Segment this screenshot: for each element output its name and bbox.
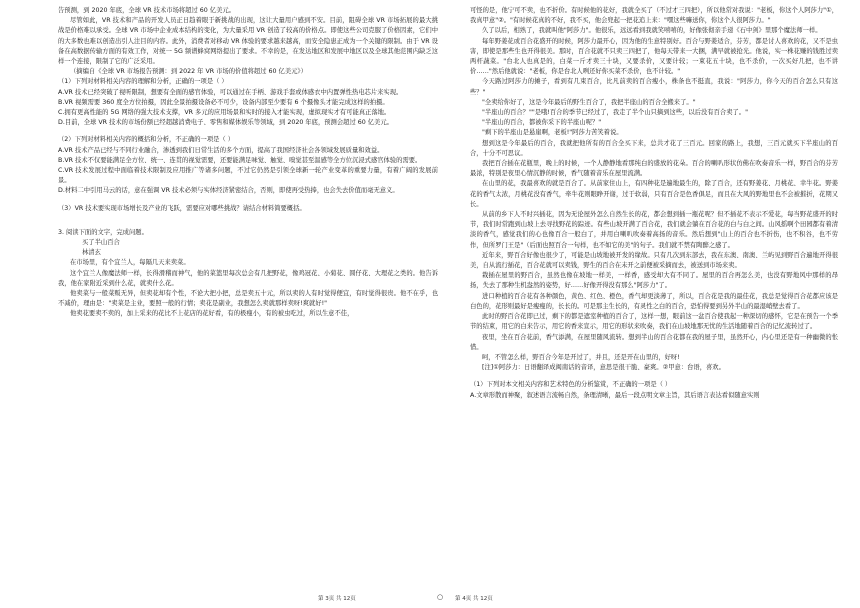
spacer <box>58 128 438 135</box>
question-line: A.VR 技术已经突破了视听限制，想要有全面的感官体验，可以通过在手柄、游戏手套或体感衣中内置弹性热电芯片来实现。 <box>58 88 403 96</box>
paragraph: 可怪的是，他宁可不卖，也不折价。有时候他的花好，我就全买了（不过才三四把），所以他常对我说："老板，你这个人阿莎力"①，我真甲意"②。"有时候花真的不好，我不买，他会兜起一把花追上来："嘿这些嘛送你，你这个人很阿莎力。" <box>470 7 838 25</box>
paragraph: 在市场里，有个宜兰人，每隔几天来卖菜。 <box>70 259 190 267</box>
paragraph: 此时的野百合花即已过，剩下的都是遮室种植的百合了，这样一想，眼前这一盆百合使我起一种深切的感怀，它是在预告一个季节的结束，用它的白来告示，用它的香来宣示，用它的形状来吹奏，我们在山坡地那无忧的生活地随着百合的记忆流转过了。 <box>470 313 838 331</box>
paragraph: 在山里的花，我最喜欢的就是百合了。从前家住山上，有四种花是遍地最生的，除了百合，还有野姜花、月桃花、幸牛花。野姜花的香气太浓，月桃花没有香气，牵牛花则眼睁开谢，过于软弱，只有百合是色香俱足，而且在大风的野地里也不会被摧折，花期又长。 <box>470 180 838 208</box>
paragraph: 这个宜兰人像魔法师一样，长得滑稽而神气，他的菜篮里每次总会有几把野花，像鸡冠花、小菊花、圆仔花、大理花之类的。他告诉我，他在家附近采到什么花，就卖什么花。 <box>58 269 438 287</box>
left-column <box>58 6 438 586</box>
question-line: B.VR 视频需要 360 度全方位拍摄，因此全景拍摄设备必不可少，设备内部至少要有 6 个摄像头才能完成这样的拍摄。 <box>58 98 389 106</box>
paragraph: 今天路过阿莎力的摊子，看到有几束百合，比凡前卖的百合瘦小，株条也不挺直，我说："阿莎力，你今天的百合怎么只有这些？" <box>470 78 838 96</box>
paragraph: 尽管如此，VR 技术和产品的开发人员正日趋着眼于新挑战的出现，这让大量用户感到不安。目前，阻碍全球 VR 市场拓展的最大挑战是价格难以承受。全球 VR 市场中企业成本结构的变化，为大量采用 VR 创造了较高的价格点。即使这些公司克服了价格因素，它们中的大多数也难以创造出引人注目的内容。此外，消费者对移动 VR 体验的要求越来越高，而安全隐患正成为一个关键的限制。由于 VR 设备在高数据传输方面的有效工作，对统一 5G 频谱蜂窝网络提出了要求。不幸的是，在发达地区和发展中地区以及全球其他范围内缺乏这样一个连接，限制了它的广泛采用。 <box>58 17 438 66</box>
spacer <box>470 373 838 380</box>
paragraph: "全卖给你好了，这是今年最后的野生百合了，我把半座山的百合全搬来了。" <box>482 98 696 106</box>
question-line: C.VR 技术发展过程中面临着技术限制及应用推广等诸多问题，不过它仍然是引领全球新一轮产业变革的重要力量，有着广阔的发展前景。 <box>58 167 438 185</box>
question-line: A.文章形散而神聚，叙述语言流畅自然，条理清晰，最后一段点明文章主旨，其后语言表达看似随意实则 <box>470 391 760 399</box>
paragraph: 近年来，野百合好像也很少了，可能是山坡地被开发的缘故。只有几次到东部去，我在东澳、南澳、兰屿见到野百合遍地开得很美，自从流行插花，百合花就可以卖钱，野生的百合在未开之前便被采摘而去，被送到市场来卖。 <box>470 251 838 270</box>
paragraph: 夜里，坐在百合花前，香气添满，在屋里随风流转。想到半山的百合花都在我的屋子里，虽然开心，内心里还是有一种幽微的怅惜。 <box>470 333 838 351</box>
passage-title: 林清玄 <box>82 249 101 257</box>
question-line: D.材料二中引用马云的话，意在强调 VR 技术必须与实体经济紧密结合，否则，即使再受热捧，也会失去价值而毫无意义。 <box>58 187 399 195</box>
spacer <box>58 214 438 221</box>
paragraph: 他卖花要卖不卖的，加上采来的花比不上花店的花好看，有的极瘦小，有的被虫吃过，所以生意不佳， <box>70 310 354 318</box>
paragraph: 从前的乡下人不时兴插花，因为无论屋外怎么自然生长的花，都会想到插一瓶花呢？但不插花不表示不爱花，每当野花盛开的时节，我们时常跑到山坡上去寻找野花的踪迹。有些山坡开满了百合花，我们就会躺在百合花的白与白之间。山风摇啊个田园都有着清淡的香气，感觉我们的心也像百合一般白了，并用白喇叭吹奏着高扬的音乐。然后想到"山上的百合也不折伤，也不积谷，也不劳作，但所罗门王是"（后面也照百合一句样，也不如它的美"的句子。我们就不禁有陶醉之感了。 <box>470 211 838 249</box>
passage-title: 买了半山百合 <box>82 239 120 247</box>
paragraph: "半座山的百合，都被你采下的半座山呢？" <box>482 119 602 127</box>
paragraph: 呵，不管怎么样，野百合今年是开过了，并且，还是开在山里的，好呀! <box>482 353 680 361</box>
paragraph: 他卖菜与一般菜贩无异，但卖花却有个性，不论大把小把，总是卖五十元，所以卖的人有时觉得便宜，有时觉得很贵。他不在乎，也不减价，理由是："卖菜是主业，要照一般的行情；卖花是副业，我想怎么卖就那样卖呀!爽就好!" <box>58 290 438 308</box>
right-page-number: 第 4页 共 12页 <box>455 596 493 602</box>
paragraph: 想到这是今年最后的百合，我就把他所有的百合全买下来，总共才花了三百元。回家的路上，我想，三百元就买下半座山的百合，十分不可思议。 <box>470 139 838 157</box>
spacer <box>58 221 438 228</box>
question-line: （3）VR 技术要实现市场增长及产业的飞跃，需要应对哪些挑战？请结合材料简要概括。 <box>58 204 306 212</box>
right-column <box>470 6 838 586</box>
question-line: A.VR 技术产品已经与不同行业融合，渗透到我们日常生活的多个方面，提高了我国经济社会各领域发展质量和效益。 <box>58 146 384 154</box>
paragraph: 每年野姜花或百合花盛开的时候，阿莎力最开心，因为他的生意特别好。百合与野姜适合，芬芳，都是讨人喜欢的花，又不是虫害，即使是那些生也开得很美。那时，百合花就不只卖三四把了，他每天带来一大捆，满早就被抢光。他说，实一株花赚的钱胜过卖两杆蔬菜。"台北人也真是的，白菜一斤才卖三十块，又要杀价，又要计较；一束花五十块，也不杀价，一次买好几把，也不讲价……"然后他就说："老板，你是台北人咧还好你买菜不杀价，也不计较。" <box>470 37 838 76</box>
paragraph: [注]①阿莎力：日语翻译成闽南话的音译，意思是很干脆、豪爽。②甲意：台语，喜欢。 <box>482 364 725 372</box>
spacer <box>58 197 438 204</box>
paragraph: 进口种植的百合花有各种颜色，黄色、红色、橙色，香气却更淡薄了，所以，百合花是我的最佳花，我总是觉得百合花都应该是白色的，花形则最好是瘦瘦的，长长的。可是那主生长的，有灵性之白的百合，恐怕得要到另外半山的最湿峭壁去看了。 <box>470 292 838 310</box>
question-line: C.拥有更高性能的 5G 网络的强大技术支撑，VR 多元的应用场景和实时的接入才能实现，虚拟现实才有可能真正落地。 <box>58 109 391 117</box>
page-footer <box>0 594 860 606</box>
paragraph: 久了以后，相熟了，我就叫他"阿莎力"。他很乐，远远看到我就笑嘻嘻的，好像张彻亲手递《石中剑》里那个魔法师一样。 <box>482 27 822 35</box>
paragraph: 栽插在屋里的野百合，虽然也像在坡地一样美，一样香，感受却大有不同了。屋里的百合再怎么美，也没有野地风中那样的昂扬，失去了那种生机盎然的姿势，好……好像开得没有那么"阿莎力"了。 <box>470 272 838 290</box>
paragraph: "半座山的百合？""是哦!百合的季节已经过了，我走了半个山只摘到这些，以后没有百合卖了。" <box>482 109 748 117</box>
paragraph: （摘编自《全球 VR 市场报告预测：到 2022 年 VR 市场的价值将超过 60 亿美元》） <box>70 68 307 76</box>
question-line: （1）下列对材料相关内容的理解和分析，正确的一项是（ ） <box>58 78 228 86</box>
question-line: （2）下列对材料相关内容的概括和分析，不正确的一项是（ ） <box>58 136 235 144</box>
question-line: D.目前，全球 VR 技术的市场份额已经超越消费电子、零售和媒体娱乐等领域，到 2020 年底，预测会超过 60 亿美元。 <box>58 119 393 127</box>
left-page-number: 第 3页 共 12页 <box>318 596 356 602</box>
paragraph: 告预测，到 2020 年底，全球 VR 技术市场将超过 60 亿美元。 <box>58 7 235 14</box>
paragraph: "剩下的半座山是悬崖啊，老板!"阿莎力苦笑着说。 <box>482 129 623 137</box>
center-circle-mark: ○ <box>437 593 444 601</box>
paragraph: 我把百合插在花瓶里，晚上的时候，一个人静静地看那纯白的盛放的花朵。百合的喇叭形状仿佛在吹奏音乐一样，野百合的芬芳最浓，特别是夜里心情沉静的时候，香气随着音乐在屋里流满。 <box>470 160 838 178</box>
question-line: B.VR 技术不仅要能满足全方位、统一、连贯的视觉需要，还要能满足味觉、触觉、嗅觉甚至温感等全方位沉浸式感官体验的需要。 <box>58 156 422 164</box>
question-line: 3. 阅读下面的文字，完成问题。 <box>58 228 148 236</box>
question-line: （1）下列对本文相关内容和艺术特色的分析鉴赏，不正确的一项是（ ） <box>470 381 672 389</box>
